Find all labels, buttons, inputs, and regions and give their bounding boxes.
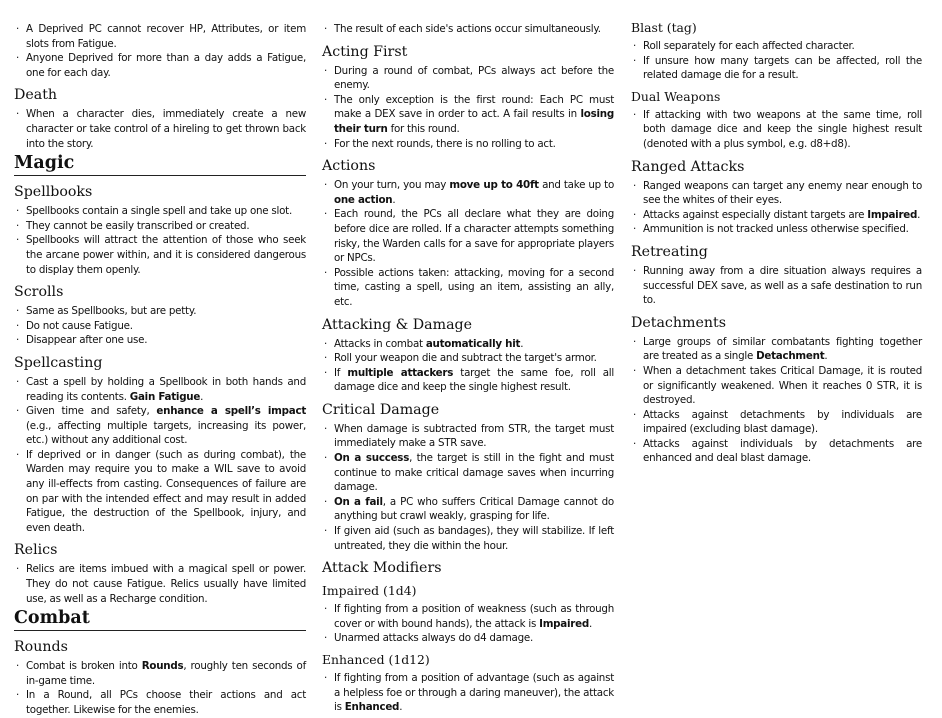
item-text: When damage is subtracted from STR, the target must immediately make a STR save. — [334, 422, 614, 450]
item-text: Attacks against detachments by individuals are impaired (excluding blast damage). — [643, 408, 922, 436]
item-text: Cast a spell by holding a Spellbook in both hands and reading its contents. — [26, 375, 306, 403]
dual-weapons-list — [631, 108, 922, 152]
item-text: The result of each side's actions occur simultaneously. — [334, 23, 601, 35]
bold-term: enhance a spell’s impact — [156, 405, 306, 418]
death-list — [14, 107, 306, 151]
rounds-list — [14, 659, 306, 717]
enhanced-list — [322, 671, 614, 715]
scrolls-heading: Scrolls — [14, 284, 64, 301]
list-item — [322, 495, 614, 524]
bold-term: Impaired — [539, 617, 589, 630]
list-item — [14, 233, 306, 277]
item-text: If attacking with two weapons at the same time, roll both damage dice and keep the single highest result (denoted with a plus symbol, e.g. d8+d8). — [643, 108, 922, 150]
column-3 — [631, 0, 922, 466]
actions-list — [322, 178, 614, 309]
dual-weapons-heading: Dual Weapons — [631, 88, 721, 104]
list-item — [631, 437, 922, 466]
bold-term: Impaired — [867, 208, 918, 221]
ranged-attacks-heading: Ranged Attacks — [631, 158, 745, 175]
list-item — [322, 137, 614, 152]
list-item — [322, 451, 614, 495]
list-item — [631, 264, 922, 308]
item-text: . — [392, 193, 396, 206]
list-item — [322, 351, 614, 366]
list-item — [322, 366, 614, 395]
actions-heading: Actions — [322, 158, 376, 175]
scrolls-list — [14, 304, 306, 348]
item-text: , the target is still in the fight and must continue to make critical damage saves when incurring damage. — [334, 452, 614, 494]
item-text: Disappear after one use. — [26, 334, 148, 347]
spellbooks-heading: Spellbooks — [14, 184, 93, 201]
blast-heading: Blast (tag) — [631, 20, 697, 35]
list-item — [631, 364, 922, 408]
item-text: Attacks in combat — [334, 337, 426, 350]
item-text: On your turn, you may — [334, 179, 450, 192]
item-text: If deprived or in danger (such as during combat), the Warden may require you to make a WIL save to avoid any ill-effects from casting. Consequences of failure are on par with the intended effect and may result in added Fatigue, the destruction of the Spellbook, injury, and even death. — [26, 448, 306, 534]
combat-heading: Combat — [14, 608, 306, 631]
blast-list — [631, 39, 922, 83]
enhanced-heading: Enhanced (1d12) — [322, 652, 430, 667]
bold-term: one action — [334, 193, 393, 206]
item-text: . — [200, 390, 204, 403]
list-item — [631, 179, 922, 208]
item-text: Spellbooks contain a single spell and take up one slot. — [26, 205, 292, 218]
list-item — [322, 671, 614, 715]
list-item — [14, 659, 306, 688]
item-text: If — [334, 366, 348, 379]
item-text: Combat is broken into — [26, 660, 142, 673]
list-item — [322, 178, 614, 207]
list-item — [14, 219, 306, 234]
impaired-heading: Impaired (1d4) — [322, 583, 417, 599]
item-text: Anyone Deprived for more than a day adds a Fatigue, one for each day. — [26, 52, 306, 79]
item-text: Running away from a dire situation always requires a successful DEX save, as well as a safe destination to run to. — [643, 264, 922, 307]
item-text: , roughly ten seconds of in-game time. — [26, 660, 306, 687]
item-text: They cannot be easily transcribed or created. — [26, 219, 250, 232]
item-text: . — [917, 208, 921, 221]
impaired-list — [322, 602, 614, 646]
simultaneous-list — [322, 22, 614, 37]
acting-first-list — [322, 64, 614, 152]
list-item — [322, 337, 614, 352]
list-item — [322, 22, 614, 37]
bold-term: Gain Fatigue — [129, 390, 201, 403]
item-text: target the same foe, roll all damage dice and keep the single highest result. — [334, 366, 615, 394]
list-item — [322, 93, 614, 137]
list-item — [14, 304, 306, 319]
list-item — [322, 602, 614, 631]
item-text: . — [399, 701, 403, 714]
list-item — [14, 319, 306, 334]
attack-modifiers-heading: Attack Modifiers — [322, 560, 442, 577]
bold-term: On a fail — [334, 495, 383, 508]
list-item — [322, 631, 614, 646]
item-text: If given aid (such as bandages), they will stabilize. If left untreated, they die within the hour. — [334, 525, 614, 552]
list-item — [322, 266, 614, 310]
spellcasting-list — [14, 375, 306, 536]
item-text: Ammunition is not tracked unless otherwise specified. — [643, 223, 909, 236]
attacking-list — [322, 337, 614, 395]
list-item — [322, 64, 614, 93]
relics-heading: Relics — [14, 542, 58, 559]
item-text: and take up to — [538, 179, 614, 192]
item-text: . — [824, 350, 828, 363]
list-item — [14, 204, 306, 219]
item-text: Each round, the PCs all declare what they are doing before dice are rolled. If a character attempts something risky, the Warden calls for a save for appropriate players or NPCs. — [334, 208, 614, 265]
item-text: If unsure how many targets can be affected, roll the related damage die for a result. — [643, 54, 922, 82]
list-item — [14, 448, 306, 536]
item-text: When a detachment takes Critical Damage, it is routed or significantly weakened. When it reaches 0 STR, it is destroyed. — [643, 364, 922, 407]
list-item — [631, 108, 922, 152]
column-2 — [322, 0, 614, 715]
item-text: Unarmed attacks always do d4 damage. — [334, 632, 533, 645]
spellcasting-heading: Spellcasting — [14, 354, 103, 371]
item-text: Given time and safety, — [26, 405, 157, 418]
item-text: . — [520, 337, 524, 350]
list-item — [14, 107, 306, 151]
magic-heading: Magic — [14, 153, 306, 176]
rounds-heading: Rounds — [14, 639, 68, 656]
acting-first-heading: Acting First — [322, 43, 408, 60]
list-item — [631, 208, 922, 223]
bold-term: move up to 40ft — [449, 179, 539, 192]
bold-term: automatically hit — [425, 337, 521, 350]
list-item — [14, 51, 306, 80]
item-text: for this round. — [387, 122, 460, 135]
item-text: When a character dies, immediately create a new character or take control of a hireling to get thrown back into the story. — [26, 108, 306, 150]
relics-list — [14, 562, 306, 606]
spellbooks-list — [14, 204, 306, 277]
item-text: Roll separately for each affected character. — [643, 40, 855, 52]
list-item — [14, 333, 306, 348]
item-text: For the next rounds, there is no rolling to act. — [334, 137, 556, 150]
death-heading: Death — [14, 87, 58, 104]
critical-damage-list — [322, 422, 614, 553]
item-text: . — [588, 617, 592, 630]
list-item — [631, 408, 922, 437]
item-text: (e.g., affecting multiple targets, increasing its power, etc.) without any additional cost. — [26, 419, 306, 447]
detachments-list — [631, 335, 922, 466]
item-text: Roll your weapon die and subtract the target's armor. — [334, 352, 597, 365]
list-item — [631, 54, 922, 83]
bold-term: Detachment — [756, 350, 825, 363]
item-text: , a PC who suffers Critical Damage cannot do anything but crawl weakly, grasping for life. — [334, 495, 614, 523]
item-text: Do not cause Fatigue. — [26, 319, 133, 332]
list-item — [322, 422, 614, 451]
critical-damage-heading: Critical Damage — [322, 401, 440, 418]
bold-term: losing their turn — [334, 108, 614, 135]
item-text: Possible actions taken: attacking, moving for a second time, casting a spell, using an item, assisting an ally, etc. — [334, 266, 614, 308]
list-item — [631, 39, 922, 54]
item-text: Attacks against especially distant targets are — [643, 208, 868, 221]
item-text: If fighting from a position of advantage (such as against a helpless foe or through a daring maneuver), the attack is — [334, 672, 614, 714]
item-text: Relics are items imbued with a magical spell or power. They do not cause Fatigue. Relics usually have limited use, as well as a Recharge condition. — [26, 563, 306, 605]
fatigue-list — [14, 22, 306, 80]
list-item — [14, 562, 306, 606]
list-item — [322, 524, 614, 553]
item-text: If fighting from a position of weakness (such as through cover or with bound hands), the attack is — [334, 603, 614, 630]
item-text: Spellbooks will attract the attention of those who seek the arcane power within, and it is considered dangerous to display them openly. — [26, 234, 306, 276]
attacking-heading: Attacking & Damage — [322, 316, 473, 333]
list-item — [14, 688, 306, 717]
column-1 — [14, 0, 306, 718]
item-text: Ranged weapons can target any enemy near enough to see the whites of their eyes. — [643, 179, 922, 207]
item-text: Large groups of similar combatants fighting together are treated as a single — [643, 335, 922, 363]
item-text: Same as Spellbooks, but are petty. — [26, 305, 197, 318]
list-item — [631, 222, 922, 237]
detachments-heading: Detachments — [631, 314, 726, 331]
item-text: During a round of combat, PCs always act before the enemy. — [334, 64, 614, 92]
bold-term: Rounds — [141, 660, 184, 673]
ranged-attacks-list — [631, 179, 922, 237]
list-item — [14, 22, 306, 51]
list-item — [631, 335, 922, 364]
list-item — [322, 207, 614, 265]
bold-term: Enhanced — [344, 701, 400, 714]
bold-term: On a success — [334, 452, 410, 465]
retreating-list — [631, 264, 922, 308]
item-text: A Deprived PC cannot recover HP, Attributes, or item slots from Fatigue. — [26, 23, 306, 50]
item-text: The only exception is the first round: Each PC must make a DEX save in order to act. A fail results in — [334, 93, 614, 121]
item-text: Attacks against individuals by detachments are enhanced and deal blast damage. — [643, 437, 922, 465]
retreating-heading: Retreating — [631, 243, 708, 260]
item-text: In a Round, all PCs choose their actions and act together. Likewise for the enemies. — [26, 689, 306, 716]
list-item — [14, 404, 306, 448]
list-item — [14, 375, 306, 404]
bold-term: multiple attackers — [347, 366, 454, 379]
